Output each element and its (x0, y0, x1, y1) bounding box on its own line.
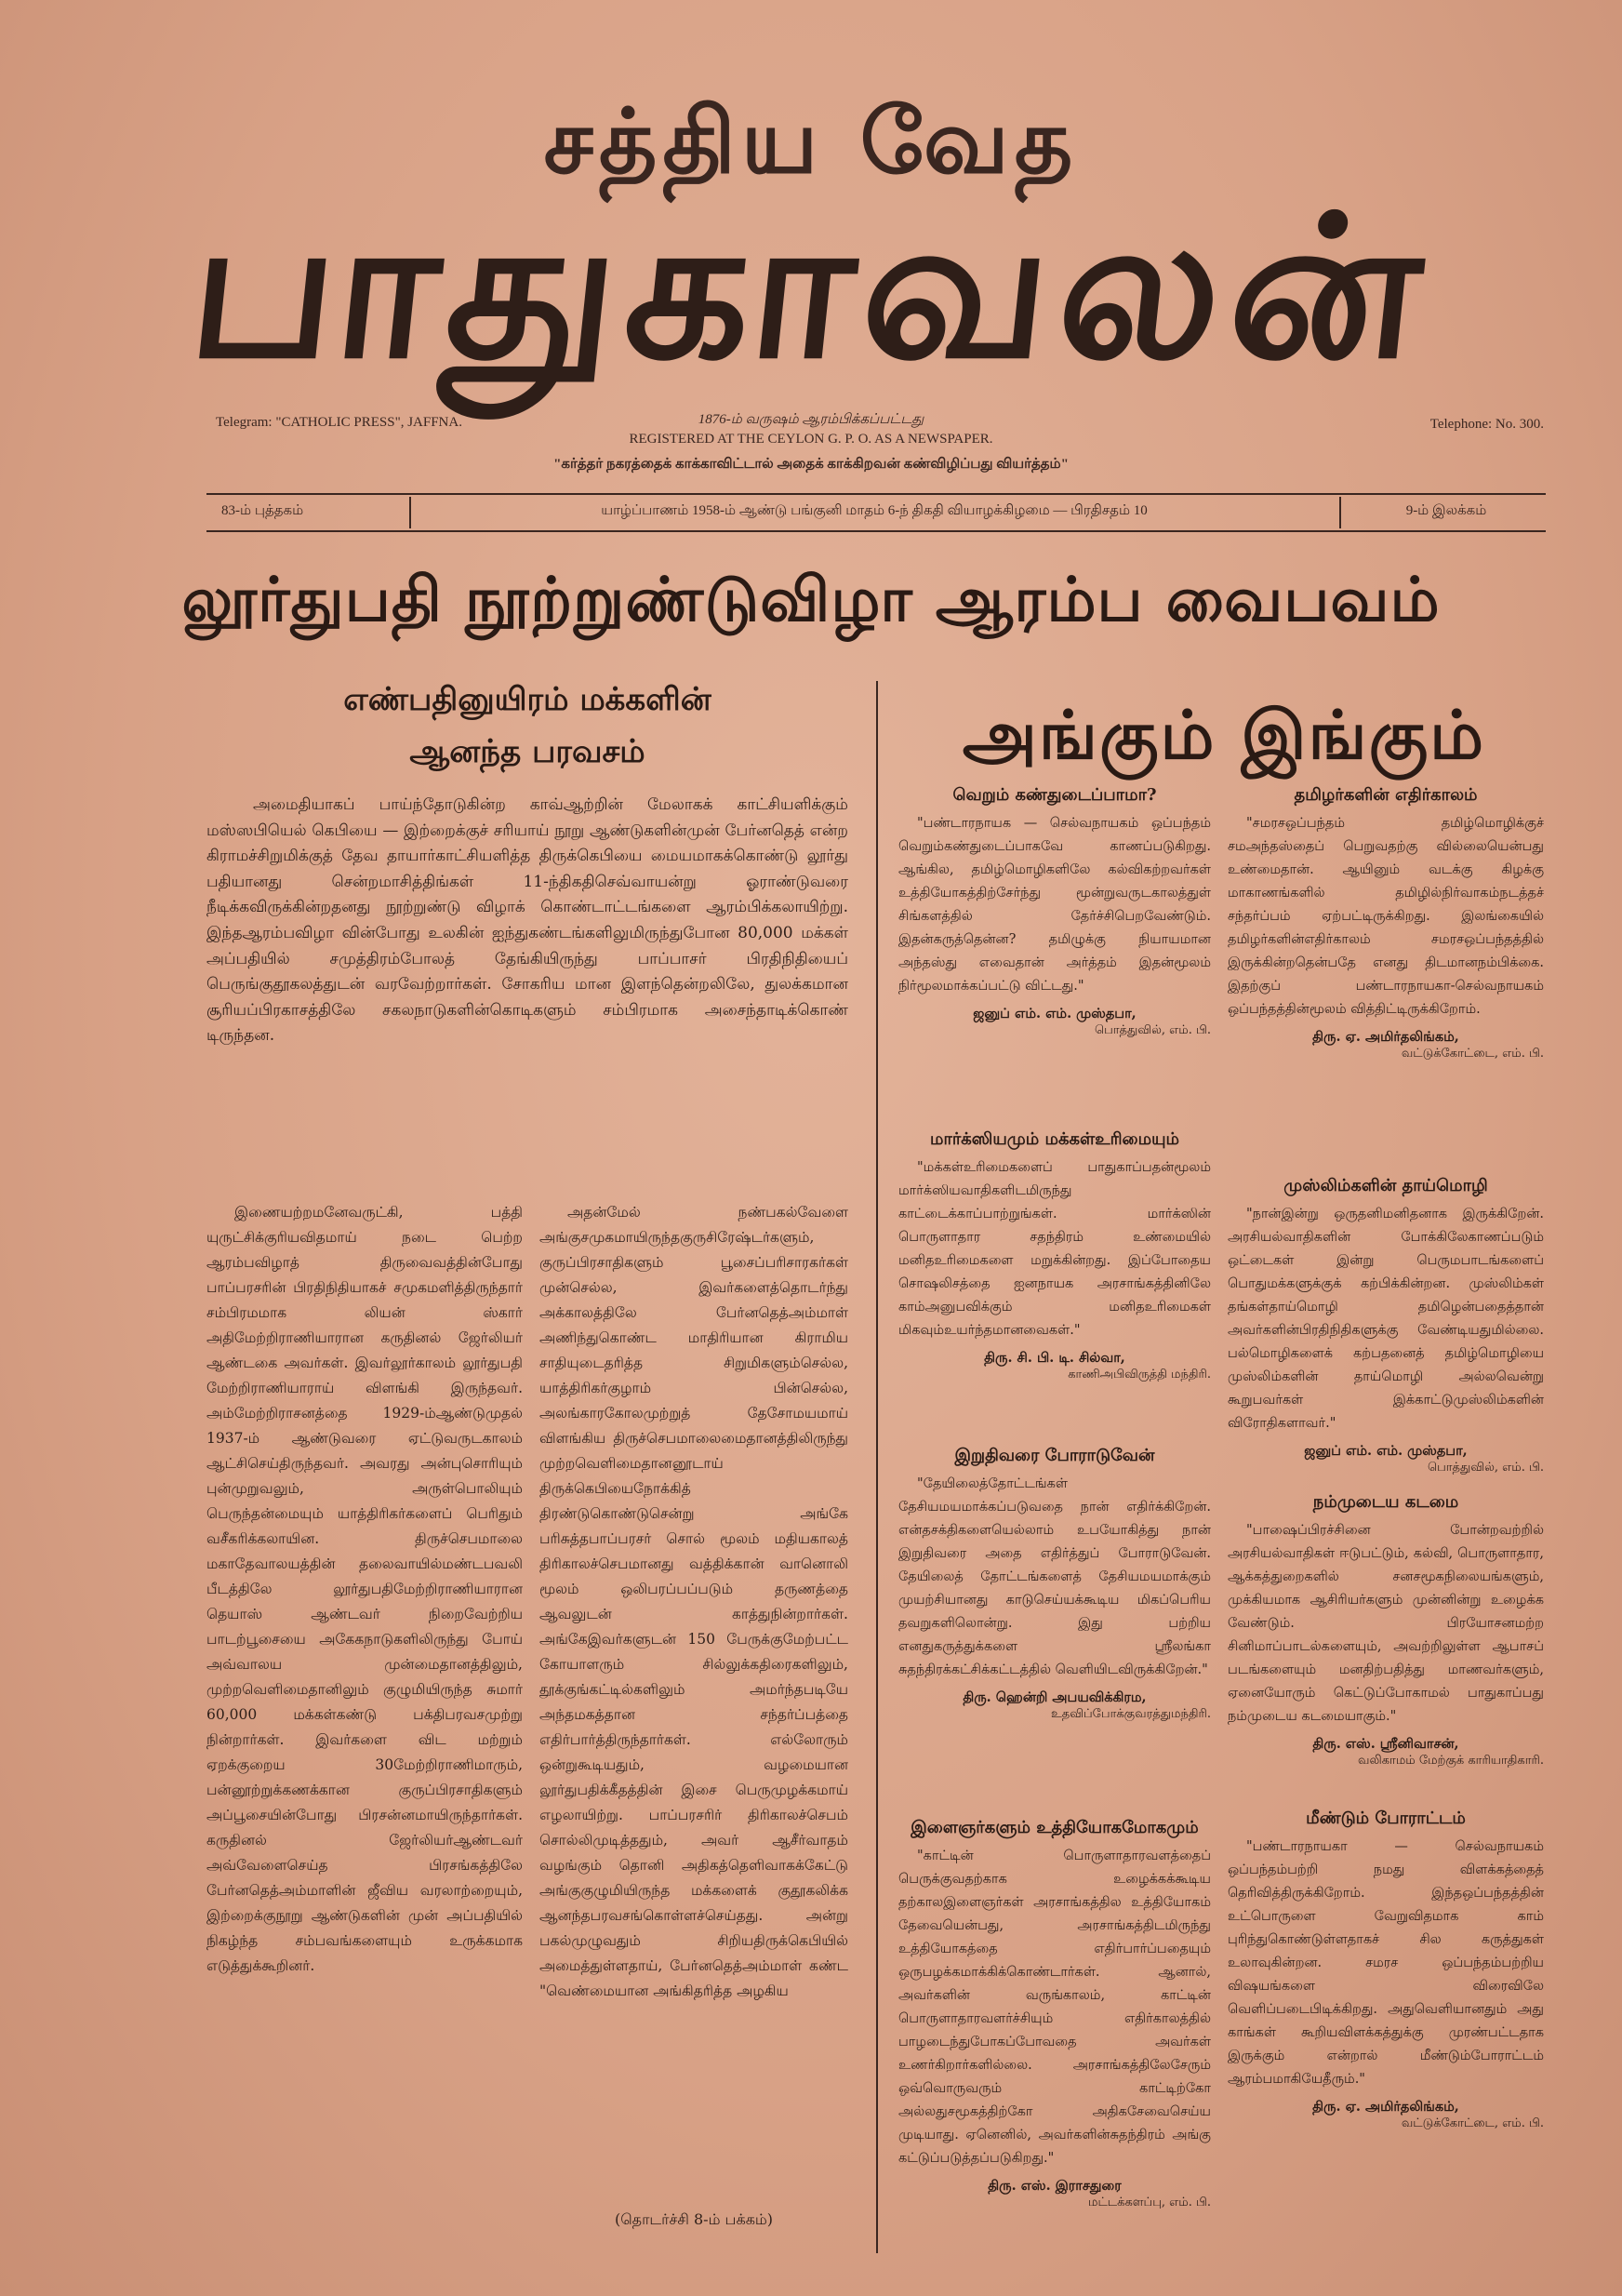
angum-right-column (1228, 785, 1544, 2131)
item-block (1228, 785, 1544, 1176)
registration-note: REGISTERED AT THE CEYLON G. P. O. AS A NEWSPAPER. (629, 432, 993, 447)
item-body: "காட்டின் பொருளாதாரவளத்தைப் பெருக்குவதற்காக உழைக்கக்கூடிய தற்காலஇளைஞர்கள் அரசாங்கத்தில உத்தியோகம் தேவையென்பது, அரசாங்கத்திடமிருந்து உத்தியோகத்தை எதிர்பார்ப்பதையும் ஒருபழக்கமாக்கிக்கொண்டார்கள். ஆனால், அவர்களின் வருங்காலம், காட்டின் பொருளாதாரவளர்ச்சியும் எதிர்காலத்தில் பாழடைந்துபோகப்போவதை அவர்கள் உணர்கிறார்களில்லை. அரசாங்கத்திலேசேரும் ஒவ்வொருவரும் காட்டிற்கோ அல்லதுசமூகத்திற்கோ அதிகசேவைசெய்ய முடியாது. ஏனெனில், அவர்களின்சுதந்திரம் அங்கு கட்டுப்படுத்தப்படுகிறது." (898, 1849, 1211, 2166)
item-signature: திரு. ஏ. அமிர்தலிங்கம், (1312, 1029, 1459, 1045)
lead-column-right: அதன்மேல் நண்பகல்வேளை அங்குசமுகமாயிருந்தகுருசிரேஷ்டர்களும், குருப்பிரசாதிகளும் பூசைப்பரிசாரகர்கள் முன்செல்ல, இவர்களைத்தொடர்ந்து அக்காலத்திலே பேர்னதெத்அம்மாள் அணிந்துகொண்ட மாதிரியான கிராமிய சாதியுடைதரித்த சிறுமிகளும்செல்ல, யாத்திரிகர்குழாம் பின்செல்ல, அலங்காரகோலமுற்றுத் தேசோமயமாய் விளங்கிய திருச்செபமாலைமைதானத்திலிருந்து முற்றவெளிமைதானனூடாய் திருக்கெபியைநோக்கித் திரண்டுகொண்டுசென்று அங்கே பரிசுத்தபாப்பரசர் சொல் மூலம் மதியகாலத் திரிகாலச்செபமானது வத்திக்கான் வானொலி மூலம் ஒலிபரப்பப்படும் தருணத்தை ஆவலுடன் காத்துநின்றார்கள். அங்கேஇவர்களுடன் 150 பேருக்குமேற்பட்ட கோயாளரும் சில்லுக்கதிரைகளிலும், தூக்குங்கட்டில்களிலும் அமர்ந்தபடியே அந்தமகத்தான சந்தர்ப்பத்தை எதிர்பார்த்திருந்தார்கள். எல்லோரும் ஒன்றுகூடியதும், வழமையான லூர்துபதிக்கீதத்தின் இசை பெருமுழக்கமாய் எழலாயிற்று. பாப்பரசரிர் திரிகாலச்செபம் சொல்லிமுடித்ததும், அவர் ஆசீர்வாதம் வழங்கும் தொனி அதிகத்தெளிவாகக்கேட்டு அங்குகுழுமியிருந்த மக்களைக் குதூகலிக்க ஆனந்தபரவசங்கொள்ளச்செய்தது. அன்று பகல்முழுவதும் சிறியதிருக்கெபியில் அமைத்துள்ளதாய், பேர்னதெத்அம்மாள் கண்ட "வெண்மையான அங்கிதரித்த அழகிய (539, 1204, 848, 1999)
item-heading: இறுதிவரை போராடுவேன் (954, 1446, 1155, 1465)
item-signature: ஜனுப் எம். எம். முஸ்தபா, (1304, 1443, 1468, 1459)
item-heading: தமிழர்களின் எதிர்காலம் (1294, 785, 1478, 805)
item-heading: வெறும் கண்துடைப்பாமா? (952, 785, 1157, 805)
item-signature: திரு. எஸ். இராசதுரை (988, 2178, 1122, 2194)
item-block (1228, 1176, 1544, 1492)
item-signature: திரு. சி. பி. டி. சில்வா, (984, 1350, 1125, 1366)
main-headline: லூர்துபதி நூற்றுண்டுவிழா ஆரம்ப வைபவம் (181, 564, 1441, 635)
issue-bar-divider (1339, 497, 1341, 528)
item-body: "நான்இன்று ஒருதனிமனிதனாக இருக்கிறேன். அரசியல்வாதிகளின் போக்கிலேகாணப்படும் ஒட்டைகள் இன்று பெருமபாடங்களைப் பொதுமக்களுக்குக் கற்பிக்கின்றன. முஸ்லிம்கள் தங்கள்தாய்மொழி தமிழென்பதைத்தான் அவர்களின்பிரதிநிதிகளுக்கு வேண்டியதுமில்லை. பல்மொழிகளைக் கற்பதனைத் தமிழ்மொழியை முஸ்லிம்களின் தாய்மொழி அல்லவென்று கூறுபவர்கள் இக்காட்டுமுஸ்லிம்களின் விரோதிகளாவர்." (1228, 1207, 1544, 1431)
item-heading: மீண்டும் போராட்டம் (1306, 1809, 1466, 1828)
item-signature: ஜனுப் எம். எம். முஸ்தபா, (973, 1006, 1137, 1021)
item-block (898, 1446, 1211, 1818)
lead-subhead-line1: எண்பதினுயிரம் மக்களின் (343, 681, 711, 718)
volume-number: 83-ம் புத்தகம் (221, 503, 304, 518)
lead-column-left: இணையற்றமனேவருட்கி, பத்தி யுருட்சிக்குரியவிதமாய் நடை பெற்ற ஆரம்பவிழாத் திருவைவத்தின்போது பாப்பரசரின் பிரதிநிதியாகச் சமுகமளித்திருந்தார் சம்பிரமமாக லியன் ஸ்கார் அதிமேற்றிராணியாரான கருதினல் ஜேர்லியர் ஆண்டகை அவர்கள். இவர்லூர்காலம் லூர்துபதி மேற்றிராணியாராய் விளங்கி இருந்தவர். அம்மேற்றிராசனத்தை 1929-ம்ஆண்டுமுதல் 1937-ம் ஆண்டுவரை ஏட்டுவருடகாலம் ஆட்சிசெய்திருந்தவர். அவரது அன்புசொரியும் புன்முறுவலும், அருள்பொலியும் பெருந்தன்மையும் யாத்திரிகர்களைப் பெரிதும் வசீகரிக்கலாயின. திருச்செபமாலை மகாதேவாலயத்தின் தலைவாயில்மண்டபவலி பீடத்திலே லூர்துபதிமேற்றிராணியாரான தெயாஸ் ஆண்டவர் நிறைவேற்றிய பாடற்பூசையை அகேகநாடுகளிலிருந்து போய் அவ்வாலய முன்மைதானத்திலும், முற்றவெளிமைதானிலும் குழுமியிருந்த சுமார் 60,000 மக்கள்கண்டு பக்திபரவசமுற்று நின்றார்கள். இவர்களை விட மற்றும் ஏறக்குறைய 30மேற்றிராணிமாரும், பன்னூற்றுக்கணக்கான குருப்பிரசாதிகளும் அப்பூசையின்போது பிரசன்னமாயிருந்தார்கள். கருதினல் ஜேர்லியர்ஆண்டவர் அவ்வேளைசெய்த பிரசங்கத்திலே பேர்னதெத்அம்மாளின் ஜீவிய வரலாற்றையும், இற்றைக்குநூறு ஆண்டுகளின் முன் அப்பதியில் நிகழ்ந்த சம்பவங்களையும் உருக்கமாக எடுத்துக்கூறினர். (206, 1204, 523, 1974)
masthead-title: பாதுகாவலன் (179, 174, 1443, 402)
established-note: 1876-ம் வருஷம் ஆரம்பிக்கப்பட்டது (698, 412, 924, 427)
issue-bar-bottom-rule (206, 530, 1546, 532)
issue-dateline: யாழ்ப்பாணம் 1958-ம் ஆண்டு பங்குனி மாதம் 6-ந் திகதி வியாழக்கிழமை — பிரதிசதம் 10 (601, 503, 1148, 518)
item-block (898, 1818, 1211, 2210)
item-signature-title: உதவிப்போக்குவரத்துமந்திரி. (1050, 1707, 1211, 1721)
item-block (898, 785, 1211, 1129)
column-divider (876, 681, 878, 2253)
telephone-info: Telephone: No. 300. (1429, 417, 1544, 432)
item-heading: இளைஞர்களும் உத்தியோகமோகமும் (911, 1818, 1199, 1837)
item-block (898, 1129, 1211, 1446)
issue-bar-divider (409, 497, 411, 528)
lead-paragraph: அமைதியாகப் பாய்ந்தோடுகின்ற காவ்ஆற்றின் மேலாகக் காட்சியளிக்கும் மஸ்ஸபியெல் கெபியை — இற்றைக்குச் சரியாய் நூறு ஆண்டுகளின்முன் பேர்னதெத் என்ற கிராமச்சிறுமிக்குத் தேவ தாயார்காட்சியளித்த திருக்கெபியை மையமாகக்கொண்டு லூர்து பதியானது சென்றமாசித்திங்கள் 11-ந்திகதிசெவ்வாயன்று ஓராண்டுவரை நீடிக்கவிருக்கின்றதனது நூற்றுண்டு விழாக் கொண்டாட்டங்களை ஆரம்பிக்கலாயிற்று. இந்தஆரம்பவிழா வின்போது உலகின் ஐந்துகண்டங்களிலுமிருந்துபோன 80,000 மக்கள் அப்பதியில் சமுத்திரம்போலத் தேங்கியிருந்து பாப்பாசர் பிரதிநிதியைப் பெருங்குதூகலத்துடன் வரவேற்றார்கள். சோகரிய மான இளந்தென்றலிலே, துலக்கமான சூரியப்பிரகாசத்திலே சகலநாடுகளின்கொடிகளும் சம்பிரமாக அசைந்தாடிக்கொண் டிருந்தன. (206, 795, 848, 1046)
item-body: "பாஷைப்பிரச்சினை போன்றவற்றில் அரசியல்வாதிகள் ஈடுபட்டும், கல்வி, பொருளாதார, ஆக்கத்துறைகளில் சனசமூகநிலையங்களும், முக்கியமாக ஆசிரியர்களும் முன்னின்று உழைக்க வேண்டும். பிரயோசனமற்ற சினிமாப்பாடல்களையும், அவற்றிலுள்ள ஆபாசப் படங்களையும் மனதிற்பதித்து மாணவர்களும், ஏனையோரும் கெட்டுப்போகாமல் பாதுகாப்பது நம்முடைய கடமையாகும்." (1228, 1523, 1544, 1724)
item-body: "பண்டாரநாயக — செல்வநாயகம் ஒப்பந்தம் வெறும்கண்துடைப்பாகவே காணப்படுகிறது. ஆங்கில, தமிழ்மொழிகளிலே கல்விகற்றவர்கள் உத்தியோகத்திற்சேர்ந்து மூன்றுவருடகாலத்துள் சிங்களத்தில் தேர்ச்சிபெறவேண்டும். இதன்கருத்தென்ன? தமிழுக்கு நியாயமான அந்தஸ்து எவைதான் அர்த்தம் இதன்மூலம் நிர்மூலமாக்கப்பட்டு விட்டது." (898, 816, 1211, 994)
item-signature-title: வலிகாமம் மேற்குக் காரியாதிகாரி. (1358, 1754, 1544, 1768)
item-signature-title: பொத்துவில், எம். பி. (1094, 1023, 1211, 1037)
issue-bar-top-rule (206, 493, 1546, 495)
item-block (1228, 1809, 1544, 2131)
item-signature: திரு. ஏ. அமிர்தலிங்கம், (1312, 2099, 1459, 2115)
item-signature-title: வட்டுக்கோட்டை, எம். பி. (1401, 1047, 1544, 1061)
item-heading: நம்முடைய கடமை (1312, 1492, 1459, 1512)
item-body: "மக்கள்உரிமைகளைப் பாதுகாப்பதன்மூலம் மார்க்ஸியவாதிகளிடமிருந்து காட்டைக்காப்பாற்றுங்கள். மார்க்ஸின் பொருளாதார சதந்திரம் உண்மையில் மனிதஉரிமைகளை மறுக்கின்றது. இப்போதைய சொஷலிசத்தை ஐனநாயக அரசாங்கத்தினிலே காம்அனுபவிக்கும் மனிதஉரிமைகள் மிகவும்உயர்ந்தமானவைகள்." (898, 1160, 1211, 1338)
item-signature-title: மட்டக்களப்பு, எம். பி. (1088, 2196, 1211, 2209)
masthead-subtitle: சத்திய வேத (543, 88, 1079, 194)
item-signature-title: பொத்துவில், எம். பி. (1427, 1461, 1544, 1475)
item-body: "பண்டாரநாயகா — செல்வநாயகம் ஒப்பந்தம்பற்றி நமது விளக்கத்தைத் தெரிவித்திருக்கிறோம். இந்தஒப்பந்தத்தின் உட்பொருளை வேறுவிதமாக காம் புரிந்துகொண்டுள்ளதாகச் சில கருத்துகள் உலாவுகின்றன. சமரச ஒப்பந்தம்பற்றிய விஷயங்களை விரைவிலே வெளிப்படைபிடிக்கிறது. அதுவெளியானதும் அது காங்கள் கூறியவிளக்கத்துக்கு முரண்பட்டதாக இருக்கும் என்றால் மீண்டும்போராட்டம் ஆரம்பமாகியேதீரும்." (1228, 1839, 1544, 2087)
item-signature-title: காணிஅபிவிருத்தி மந்திரி. (1068, 1368, 1211, 1382)
motto: "கர்த்தர் நகரத்தைக் காக்காவிட்டால் அதைக் காக்கிறவன் கண்விழிப்பது வியர்த்தம்" (553, 457, 1069, 472)
item-heading: மார்க்ஸியமும் மக்கள்உரிமையும் (929, 1129, 1179, 1149)
item-body: "சமரசஒப்பந்தம் தமிழ்மொழிக்குச் சமஅந்தஸ்தைப் பெறுவதற்கு வில்லையென்பது உண்மைதான். ஆயினும் வடக்கு கிழக்கு மாகாணங்களில் தமிழில்நிர்வாகம்நடத்தச் சந்தர்ப்பம் ஏற்பட்டிருக்கிறது. இலங்கையில் தமிழர்களின்எதிர்காலம் சமரசஒப்பந்தத்தில் இருக்கின்றதென்பதே எனது திடமானநம்பிக்கை. இதற்குப் பண்டாரநாயகா-செல்வநாயகம் ஒப்பந்தத்தின்மூலம் வித்திட்டிருக்கிறோம். (1228, 816, 1544, 1017)
item-block (1228, 1492, 1544, 1809)
angum-left-column (898, 785, 1211, 2210)
telegram-info: Telegram: "CATHOLIC PRESS", JAFFNA. (216, 415, 462, 430)
lead-subhead-line2: ஆனந்த பரவசம் (409, 733, 645, 770)
item-signature: திரு. ஹென்றி அபயவிக்கிரம, (963, 1689, 1147, 1705)
issue-number: 9-ம் இலக்கம் (1405, 503, 1487, 518)
item-signature: திரு. எஸ். ஸ்ரீனிவாசன், (1312, 1736, 1459, 1752)
item-signature-title: வட்டுக்கோட்டை, எம். பி. (1401, 2116, 1544, 2130)
angum-ingum-title: அங்கும் இங்கும் (962, 696, 1486, 774)
item-heading: முஸ்லிம்களின் தாய்மொழி (1283, 1176, 1488, 1195)
item-body: "தேயிலைத்தோட்டங்கள் தேசியமயமாக்கப்படுவதை நான் எதிர்க்கிறேன். என்தசக்திகளையெல்லாம் உபயோகித்து நான் இறுதிவரை அதை எதிர்த்துப் போராடுவேன். தேயிலைத் தோட்டங்களைத் தேசியமயமாக்கும் முயற்சியானது காடுசெய்யக்கூடிய மிகப்பெரிய தவறுகளிலொன்று. இது பற்றிய எனதுகருத்துக்களை ஸ்ரீலங்கா சுதந்திரக்கட்சிக்கட்டத்தில் வெளியிடவிருக்கிறேன்." (898, 1476, 1211, 1677)
continuation-note: (தொடர்ச்சி 8-ம் பக்கம்) (614, 2210, 774, 2228)
